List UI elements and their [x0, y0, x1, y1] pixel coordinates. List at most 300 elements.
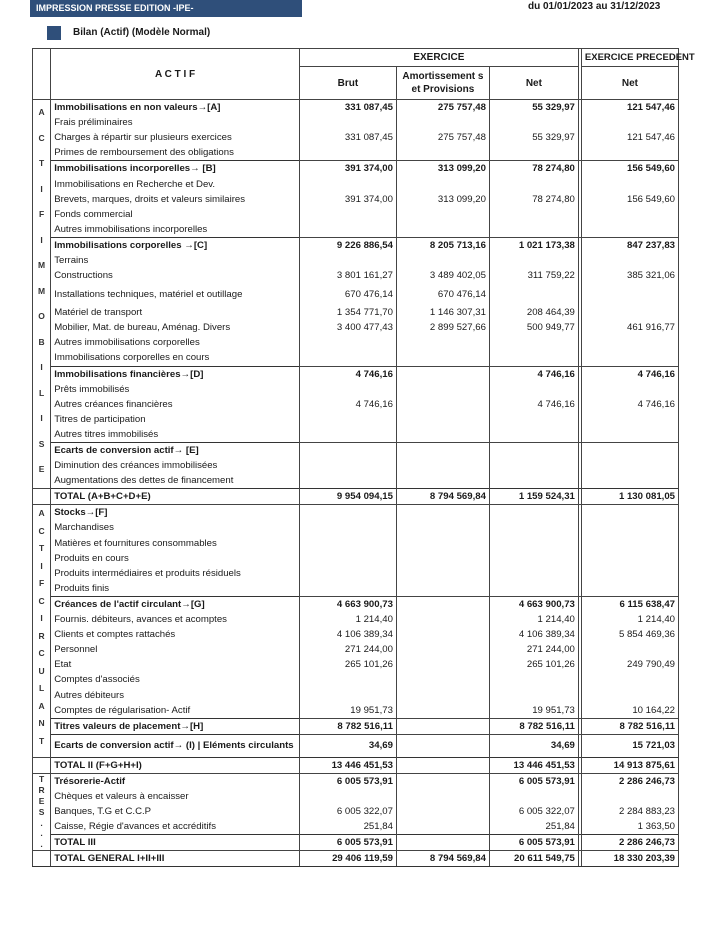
brut-cell: 3 801 161,27 — [299, 268, 396, 283]
brut-cell: 670 476,14 — [299, 283, 396, 305]
table-row — [33, 442, 679, 458]
prev-net-cell — [581, 207, 678, 222]
brut-cell: 8 782 516,11 — [299, 718, 396, 734]
row-label: Immobilisations corporelles →[C] — [51, 237, 300, 253]
amort-cell — [396, 397, 489, 412]
table-row — [33, 520, 679, 535]
row-label: Augmentations des dettes de financement — [51, 473, 300, 489]
table-row — [33, 536, 679, 551]
table-row — [33, 657, 679, 672]
table-row — [33, 718, 679, 734]
net-cell: 19 951,73 — [489, 703, 578, 719]
side-label-text: A C T I F I M M O B I L I S E — [38, 107, 46, 474]
row-label: Frais préliminaires — [51, 115, 300, 130]
net-cell — [489, 458, 578, 473]
brut-cell: 4 746,16 — [299, 397, 396, 412]
table-row — [33, 734, 679, 757]
row-label: Immobilisations en Recherche et Dev. — [51, 176, 300, 191]
amort-cell — [396, 757, 489, 773]
prev-net-cell: 2 284 883,23 — [581, 804, 678, 819]
net-cell: 4 746,16 — [489, 366, 578, 382]
row-label: Fonds commercial — [51, 207, 300, 222]
amort-cell — [396, 536, 489, 551]
row-label: Titres valeurs de placement→[H] — [51, 718, 300, 734]
amort-cell — [396, 566, 489, 581]
row-label: Immobilisations en non valeurs→[A] — [51, 100, 300, 116]
row-label: TOTAL GENERAL I+II+III — [51, 851, 300, 867]
net-cell — [489, 687, 578, 702]
amort-cell: 275 757,48 — [396, 100, 489, 116]
row-label: Immobilisations financières→[D] — [51, 366, 300, 382]
prev-net-cell — [581, 283, 678, 305]
prev-net-cell — [581, 115, 678, 130]
actif-header: A C T I F — [51, 49, 300, 100]
brut-cell: 9 226 886,54 — [299, 237, 396, 253]
side-label-text: A C T I F C I R C U L A N T — [38, 508, 45, 746]
net-cell: 208 464,39 — [489, 305, 578, 320]
table-row — [33, 473, 679, 489]
prev-net-cell: 249 790,49 — [581, 657, 678, 672]
prev-net-cell: 18 330 203,39 — [581, 851, 678, 867]
brut-cell — [299, 222, 396, 238]
brut-cell — [299, 687, 396, 702]
prev-net-cell: 461 916,77 — [581, 320, 678, 335]
brut-cell — [299, 412, 396, 427]
brut-cell — [299, 253, 396, 268]
table-row — [33, 335, 679, 350]
amort-cell: 8 205 713,16 — [396, 237, 489, 253]
brut-cell — [299, 520, 396, 535]
prev-net-cell — [581, 520, 678, 535]
row-label: Prêts immobilisés — [51, 382, 300, 397]
table-row — [33, 283, 679, 305]
net-cell — [489, 520, 578, 535]
exercice-header: EXERCICE — [299, 49, 578, 67]
net-cell: 4 106 389,34 — [489, 627, 578, 642]
amort-cell — [396, 412, 489, 427]
amort-cell — [396, 789, 489, 804]
row-label: Titres de participation — [51, 412, 300, 427]
amort-cell — [396, 773, 489, 789]
net-cell: 251,84 — [489, 819, 578, 835]
table-row — [33, 412, 679, 427]
amort-cell — [396, 835, 489, 851]
net-cell — [489, 145, 578, 161]
amort-cell: 313 099,20 — [396, 161, 489, 177]
table-row — [33, 835, 679, 851]
side-empty — [33, 851, 51, 867]
prev-net-cell: 4 746,16 — [581, 397, 678, 412]
amort-cell: 8 794 569,84 — [396, 851, 489, 867]
row-label: TOTAL (A+B+C+D+E) — [51, 489, 300, 505]
prev-net-cell — [581, 335, 678, 350]
table-row — [33, 505, 679, 521]
net-cell — [489, 382, 578, 397]
amort-cell: 313 099,20 — [396, 192, 489, 207]
net-cell — [489, 427, 578, 443]
net-cell — [489, 672, 578, 687]
row-label: Matières et fournitures consommables — [51, 536, 300, 551]
table-row — [33, 804, 679, 819]
net-cell — [489, 505, 578, 521]
table-row — [33, 687, 679, 702]
prev-net-cell: 1 214,40 — [581, 612, 678, 627]
table-row — [33, 115, 679, 130]
row-label: Diminution des créances immobilisées — [51, 458, 300, 473]
table-row — [33, 237, 679, 253]
net-cell: 271 244,00 — [489, 642, 578, 657]
prev-net-cell — [581, 672, 678, 687]
brut-cell: 6 005 573,91 — [299, 835, 396, 851]
prev-net-cell — [581, 642, 678, 657]
row-label: TOTAL III — [51, 835, 300, 851]
prev-net-cell: 8 782 516,11 — [581, 718, 678, 734]
row-label: Brevets, marques, droits et valeurs similaires — [51, 192, 300, 207]
prev-net-cell: 121 547,46 — [581, 100, 678, 116]
net-cell — [489, 283, 578, 305]
brut-cell: 19 951,73 — [299, 703, 396, 719]
brut-cell: 13 446 451,53 — [299, 757, 396, 773]
amort-cell — [396, 505, 489, 521]
table-row — [33, 100, 679, 116]
row-label: Installations techniques, matériel et outillage — [51, 283, 300, 305]
amort-cell — [396, 627, 489, 642]
row-label: Produits intermédiaires et produits résiduels — [51, 566, 300, 581]
brut-cell: 4 106 389,34 — [299, 627, 396, 642]
net-cell: 6 005 322,07 — [489, 804, 578, 819]
amort-cell — [396, 207, 489, 222]
amort-cell: 1 146 307,31 — [396, 305, 489, 320]
amort-cell — [396, 672, 489, 687]
prev-net-cell — [581, 253, 678, 268]
prev-net-cell: 847 237,83 — [581, 237, 678, 253]
net-cell — [489, 176, 578, 191]
row-label: Charges à répartir sur plusieurs exercices — [51, 130, 300, 145]
table-row — [33, 851, 679, 867]
prev-net-cell — [581, 473, 678, 489]
prev-net-cell — [581, 427, 678, 443]
net-cell: 8 782 516,11 — [489, 718, 578, 734]
net-cell — [489, 253, 578, 268]
brut-cell — [299, 427, 396, 443]
prev-net-cell — [581, 442, 678, 458]
brut-cell: 9 954 094,15 — [299, 489, 396, 505]
row-label: Créances de l'actif circulant→[G] — [51, 596, 300, 612]
prev-net-cell — [581, 382, 678, 397]
row-label: Comptes de régularisation- Actif — [51, 703, 300, 719]
row-label: Constructions — [51, 268, 300, 283]
side-label — [33, 505, 51, 757]
brut-cell — [299, 442, 396, 458]
row-label: Clients et comptes rattachés — [51, 627, 300, 642]
row-label: Primes de remboursement des obligations — [51, 145, 300, 161]
row-label: Ecarts de conversion actif→ [E] — [51, 442, 300, 458]
side-empty — [33, 757, 51, 773]
table-row — [33, 130, 679, 145]
net-cell — [489, 789, 578, 804]
net-cell: 6 005 573,91 — [489, 773, 578, 789]
amort-cell — [396, 703, 489, 719]
brut-cell — [299, 350, 396, 366]
row-label: Terrains — [51, 253, 300, 268]
table-row — [33, 207, 679, 222]
net-cell — [489, 551, 578, 566]
brut-cell — [299, 551, 396, 566]
row-label: Fournis. débiteurs, avances et acomptes — [51, 612, 300, 627]
amort-cell — [396, 551, 489, 566]
table-row — [33, 397, 679, 412]
table-row — [33, 161, 679, 177]
row-label: Autres créances financières — [51, 397, 300, 412]
net-cell: 34,69 — [489, 734, 578, 757]
row-label: Stocks→[F] — [51, 505, 300, 521]
row-label: Mobilier, Mat. de bureau, Aménag. Divers — [51, 320, 300, 335]
amort-cell — [396, 115, 489, 130]
brut-cell — [299, 505, 396, 521]
side-empty — [33, 489, 51, 505]
amort-cell — [396, 442, 489, 458]
brut-cell — [299, 207, 396, 222]
prev-net-cell: 385 321,06 — [581, 268, 678, 283]
brut-cell: 29 406 119,59 — [299, 851, 396, 867]
amort-cell — [396, 458, 489, 473]
brut-cell — [299, 458, 396, 473]
prev-net-cell — [581, 458, 678, 473]
row-label: Personnel — [51, 642, 300, 657]
net-cell — [489, 335, 578, 350]
row-label: Etat — [51, 657, 300, 672]
prev-net-cell: 14 913 875,61 — [581, 757, 678, 773]
amort-cell — [396, 473, 489, 489]
row-label: Chèques et valeurs à encaisser — [51, 789, 300, 804]
net-cell: 311 759,22 — [489, 268, 578, 283]
table-row — [33, 305, 679, 320]
prev-net-cell: 156 549,60 — [581, 192, 678, 207]
side-label — [33, 773, 51, 850]
prev-net-cell: 156 549,60 — [581, 161, 678, 177]
prev-net-cell: 6 115 638,47 — [581, 596, 678, 612]
table-row — [33, 789, 679, 804]
amort-cell — [396, 687, 489, 702]
amort-cell — [396, 145, 489, 161]
prev-net-cell — [581, 505, 678, 521]
row-label: Immobilisations incorporelles→ [B] — [51, 161, 300, 177]
amort-cell — [396, 718, 489, 734]
brut-cell: 331 087,45 — [299, 100, 396, 116]
side-label — [33, 100, 51, 489]
net-cell: 13 446 451,53 — [489, 757, 578, 773]
table-row — [33, 253, 679, 268]
row-label: Immobilisations corporelles en cours — [51, 350, 300, 366]
row-label: Trésorerie-Actif — [51, 773, 300, 789]
prev-net-cell: 2 286 246,73 — [581, 773, 678, 789]
net-cell: 1 159 524,31 — [489, 489, 578, 505]
table-row — [33, 176, 679, 191]
side-header — [33, 49, 51, 100]
row-label: Comptes d'associés — [51, 672, 300, 687]
table-row — [33, 145, 679, 161]
row-label: Autres débiteurs — [51, 687, 300, 702]
net-cell: 1 021 173,38 — [489, 237, 578, 253]
brut-cell: 251,84 — [299, 819, 396, 835]
brut-cell — [299, 473, 396, 489]
brut-cell — [299, 789, 396, 804]
company-banner: IMPRESSION PRESSE EDITION -IPE- — [30, 0, 302, 17]
prev-net-cell — [581, 350, 678, 366]
table-row — [33, 458, 679, 473]
prev-net-cell: 1 363,50 — [581, 819, 678, 835]
brut-cell: 4 746,16 — [299, 366, 396, 382]
page-subtitle: Bilan (Actif) (Modèle Normal) — [73, 27, 211, 38]
prev-net-cell — [581, 176, 678, 191]
brut-cell: 6 005 322,07 — [299, 804, 396, 819]
prev-net-cell — [581, 551, 678, 566]
net-cell — [489, 115, 578, 130]
prev-net-cell: 10 164,22 — [581, 703, 678, 719]
table-row — [33, 427, 679, 443]
net-cell — [489, 473, 578, 489]
row-label: Ecarts de conversion actif→ (I) | Eléments circulants — [51, 734, 300, 757]
amort-cell — [396, 382, 489, 397]
period-label: du 01/01/2023 au 31/12/2023 — [528, 1, 661, 12]
amort-cell — [396, 366, 489, 382]
amort-cell — [396, 335, 489, 350]
brut-cell: 331 087,45 — [299, 130, 396, 145]
row-label: Autres titres immobilisés — [51, 427, 300, 443]
brut-cell: 6 005 573,91 — [299, 773, 396, 789]
table-row — [33, 566, 679, 581]
prev-exercice-header: EXERCICE PRECEDENT — [581, 49, 678, 67]
brut-cell — [299, 115, 396, 130]
amort-cell: 8 794 569,84 — [396, 489, 489, 505]
row-label: Marchandises — [51, 520, 300, 535]
brut-cell — [299, 581, 396, 597]
row-label: TOTAL II (F+G+H+I) — [51, 757, 300, 773]
prev-net-cell: 2 286 246,73 — [581, 835, 678, 851]
brut-cell: 391 374,00 — [299, 192, 396, 207]
amort-cell — [396, 350, 489, 366]
table-row — [33, 366, 679, 382]
brut-cell: 391 374,00 — [299, 161, 396, 177]
amort-cell — [396, 520, 489, 535]
table-row — [33, 551, 679, 566]
table-row — [33, 627, 679, 642]
net-cell — [489, 566, 578, 581]
table-row — [33, 192, 679, 207]
amort-cell: 2 899 527,66 — [396, 320, 489, 335]
net-cell: 55 329,97 — [489, 130, 578, 145]
table-row — [33, 703, 679, 719]
table-row — [33, 773, 679, 789]
net-cell: 4 663 900,73 — [489, 596, 578, 612]
amort-cell — [396, 176, 489, 191]
table-row — [33, 350, 679, 366]
table-row — [33, 672, 679, 687]
net-cell: 78 274,80 — [489, 161, 578, 177]
table-row — [33, 596, 679, 612]
prev-net-cell — [581, 412, 678, 427]
row-label: Autres immobilisations incorporelles — [51, 222, 300, 238]
amort-cell — [396, 657, 489, 672]
brut-cell — [299, 382, 396, 397]
row-label: Autres immobilisations corporelles — [51, 335, 300, 350]
prev-net-cell — [581, 581, 678, 597]
amort-cell — [396, 596, 489, 612]
brut-cell — [299, 536, 396, 551]
table-row — [33, 757, 679, 773]
table-row — [33, 642, 679, 657]
net-cell — [489, 207, 578, 222]
brut-cell: 265 101,26 — [299, 657, 396, 672]
net-cell — [489, 222, 578, 238]
amort-cell — [396, 427, 489, 443]
section-square-icon — [47, 26, 61, 40]
brut-cell — [299, 672, 396, 687]
brut-cell: 1 354 771,70 — [299, 305, 396, 320]
amort-cell — [396, 581, 489, 597]
net-cell: 265 101,26 — [489, 657, 578, 672]
amort-cell — [396, 734, 489, 757]
table-row — [33, 819, 679, 835]
row-label: Banques, T.G et C.C.P — [51, 804, 300, 819]
brut-cell — [299, 566, 396, 581]
header-row-1 — [33, 49, 679, 67]
brut-cell — [299, 335, 396, 350]
net-cell — [489, 412, 578, 427]
prev-net-cell: 121 547,46 — [581, 130, 678, 145]
prev-net-header: Net — [581, 67, 678, 100]
prev-net-cell — [581, 222, 678, 238]
amort-cell — [396, 804, 489, 819]
net-cell — [489, 536, 578, 551]
brut-cell: 3 400 477,43 — [299, 320, 396, 335]
net-cell: 1 214,40 — [489, 612, 578, 627]
prev-net-cell: 5 854 469,36 — [581, 627, 678, 642]
row-label: Matériel de transport — [51, 305, 300, 320]
net-cell: 20 611 549,75 — [489, 851, 578, 867]
amort-cell — [396, 222, 489, 238]
net-cell: 500 949,77 — [489, 320, 578, 335]
amort-cell — [396, 253, 489, 268]
prev-net-cell — [581, 789, 678, 804]
table-row — [33, 489, 679, 505]
net-cell: 55 329,97 — [489, 100, 578, 116]
net-cell: 4 746,16 — [489, 397, 578, 412]
table-row — [33, 382, 679, 397]
brut-header: Brut — [299, 67, 396, 100]
table-row — [33, 320, 679, 335]
brut-cell: 1 214,40 — [299, 612, 396, 627]
net-cell — [489, 350, 578, 366]
amort-cell — [396, 819, 489, 835]
row-label: Produits finis — [51, 581, 300, 597]
prev-net-cell — [581, 305, 678, 320]
balance-sheet-table — [32, 48, 695, 867]
amort-cell: 275 757,48 — [396, 130, 489, 145]
brut-cell: 271 244,00 — [299, 642, 396, 657]
table-row — [33, 612, 679, 627]
row-label: Produits en cours — [51, 551, 300, 566]
brut-cell — [299, 145, 396, 161]
prev-net-cell — [581, 145, 678, 161]
amort-cell: 670 476,14 — [396, 283, 489, 305]
amort-header: Amortissement s et Provisions — [396, 67, 489, 100]
net-cell — [489, 442, 578, 458]
table-body — [33, 100, 679, 867]
prev-net-cell: 4 746,16 — [581, 366, 678, 382]
table-row — [33, 222, 679, 238]
net-cell — [489, 581, 578, 597]
